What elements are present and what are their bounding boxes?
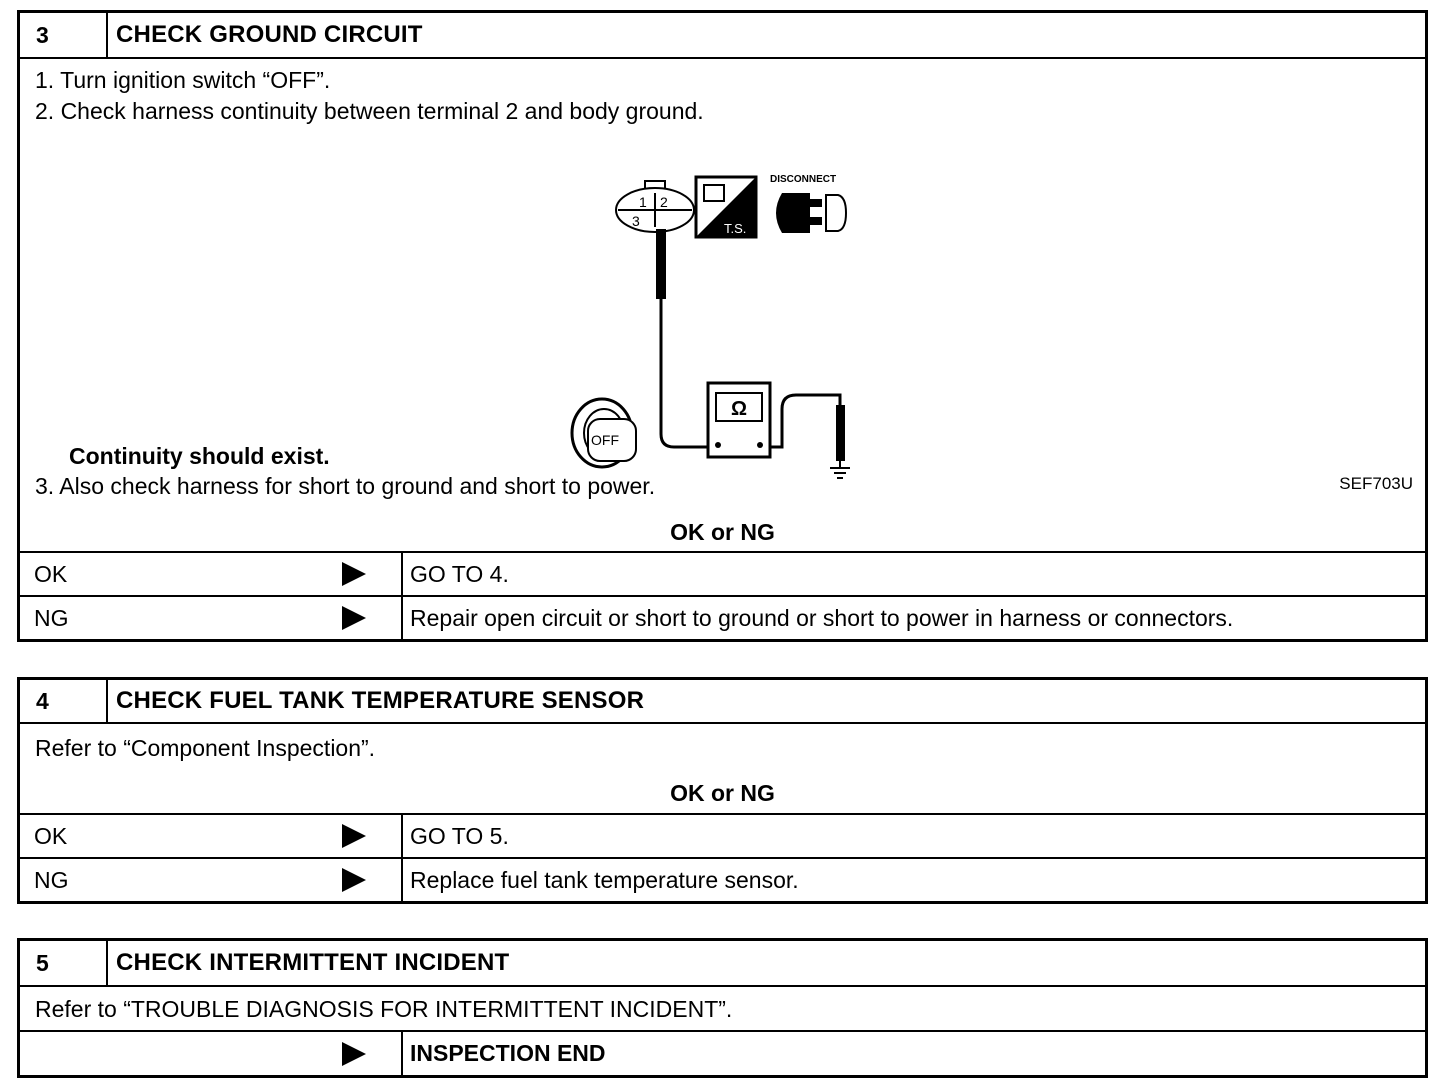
pin-2-label: 2 [660, 194, 668, 210]
ignition-key-off-icon [572, 399, 636, 467]
result-row-ok [20, 553, 1425, 597]
arrow-icon [342, 868, 366, 892]
result-action: Repair open circuit or short to ground or short to power in harness or connectors. [410, 604, 1234, 631]
instruction-1: 1. Turn ignition switch “OFF”. [35, 67, 331, 93]
step-5-body [20, 987, 1425, 1032]
key-off-label: OFF [591, 432, 619, 448]
step-3-body [20, 59, 1425, 553]
step-3-block [17, 10, 1428, 642]
instruction-3: 3. Also check harness for short to ground and short to power. [35, 473, 656, 499]
result-label: OK [34, 822, 68, 849]
result-row-ng [20, 859, 1425, 901]
expected-result: Continuity should exist. [69, 443, 330, 469]
ohmmeter-icon [708, 383, 770, 457]
step-4-header [20, 680, 1425, 724]
step-3-header [20, 13, 1425, 59]
result-action: GO TO 4. [410, 560, 509, 587]
step-4-text: Refer to “Component Inspection”. [35, 735, 376, 761]
step-5-header [20, 941, 1425, 987]
disconnect-label: DISCONNECT [770, 174, 837, 185]
result-action: GO TO 5. [410, 822, 509, 849]
pin-1-label: 1 [639, 194, 647, 210]
harness-connector-icon [616, 181, 694, 232]
arrow-icon [342, 824, 366, 848]
step-4-body [20, 724, 1425, 815]
arrow-icon [342, 562, 366, 586]
arrow-icon [342, 1042, 366, 1066]
result-action: Replace fuel tank temperature sensor. [410, 866, 799, 893]
step-5-text: Refer to “TROUBLE DIAGNOSIS FOR INTERMITTENT INCIDENT”. [35, 996, 733, 1022]
arrow-icon [342, 606, 366, 630]
ts-icon [696, 177, 756, 237]
probe-lead [656, 229, 710, 447]
step-number: 3 [20, 13, 108, 57]
figure-id: SEF703U [1339, 474, 1413, 489]
result-label: NG [34, 604, 69, 631]
step-title: CHECK GROUND CIRCUIT [116, 21, 423, 48]
result-row-ng [20, 597, 1425, 639]
inspection-end: INSPECTION END [410, 1040, 606, 1066]
continuity-check-diagram [20, 169, 1431, 489]
step-title: CHECK INTERMITTENT INCIDENT [116, 949, 510, 976]
body-ground-icon [830, 468, 850, 478]
result-row-ok [20, 815, 1425, 859]
ground-lead [770, 395, 845, 467]
result-label: OK [34, 560, 68, 587]
step-5-block [17, 938, 1428, 1078]
instruction-2: 2. Check harness continuity between terminal 2 and body ground. [35, 98, 704, 124]
pin-3-label: 3 [632, 213, 640, 229]
result-row-final [20, 1032, 1425, 1075]
step-4-block [17, 677, 1428, 904]
ok-or-ng-label: OK or NG [670, 519, 775, 545]
step-number: 4 [20, 680, 108, 722]
result-label: NG [34, 866, 69, 893]
ts-label: T.S. [724, 221, 747, 236]
disconnect-icon [770, 174, 846, 233]
ohm-symbol: Ω [730, 398, 748, 420]
step-title: CHECK FUEL TANK TEMPERATURE SENSOR [116, 687, 645, 714]
step-number: 5 [20, 941, 108, 985]
ok-or-ng-label: OK or NG [670, 780, 775, 806]
